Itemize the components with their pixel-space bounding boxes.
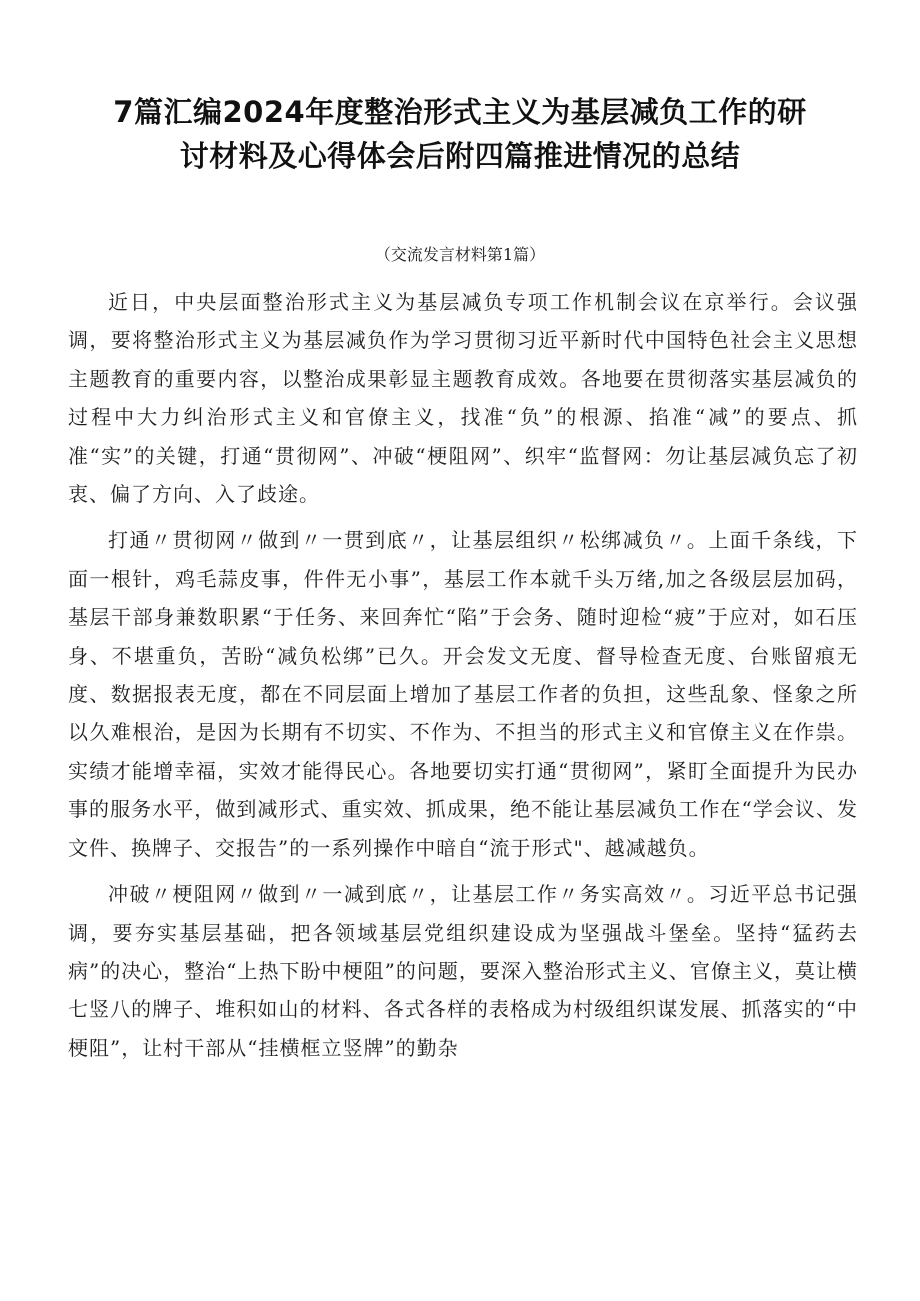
document-title-line-1: 7篇汇编2024年度整治形式主义为基层减负工作的研 [113,95,807,129]
paragraph-1: 近日，中央层面整治形式主义为基层减负专项工作机制会议在京举行。会议强调，要将整治形式主义为基层减负作为学习贯彻习近平新时代中国特色社会主义思想主题教育的重要内容，以整治成果彰显主题教育成效。各地要在贯彻落实基层减负的过程中大力纠治形式主义和官僚主义，找准“负”的根源、掐准“减”的要点、抓准“实”的关键，打通“贯彻网”、冲破“梗阻网”、织牢“监督网：勿让基层减负忘了初衷、偏了方向、入了歧途。 [68,290,858,507]
document-body [68,283,858,1075]
document-subtitle: （交流发言材料第1篇） [374,245,546,264]
document-title-line-2: 讨材料及心得体会后附四篇推进情况的总结 [179,139,741,173]
paragraph-2: 打通〃贯彻网〃做到〃一贯到底〃，让基层组织〃松绑减负〃。上面千条线，下面一根针，鸡毛蒜皮事，件件无小事”，基层工作本就千头万绪,加之各级层层加码，基层干部身兼数职累“于任务、来回奔忙“陷”于会务、随时迎检“疲”于应对，如石压身、不堪重负，苦盼“减负松绑”已久。开会发文无度、督导检查无度、台账留痕无度、数据报表无度，都在不同层面上增加了基层工作者的负担，这些乱象、怪象之所以久难根治，是因为长期有不切实、不作为、不担当的形式主义和官僚主义在作祟。实绩才能增幸福，实效才能得民心。各地要切实打通“贯彻网”，紧盯全面提升为民办事的服务水平，做到减形式、重实效、抓成果，绝不能让基层减负工作在“学会议、发文件、换牌子、交报告”的一系列操作中暗自“流于形式"、越减越负。 [68,528,858,860]
paragraph-3: 冲破〃梗阻网〃做到〃一减到底〃，让基层工作〃务实高效〃。习近平总书记强调，要夯实基层基础，把各领域基层党组织建设成为坚强战斗堡垒。坚持“猛药去病”的决心，整治“上热下盼中梗阻”的问题，要深入整治形式主义、官僚主义，莫让横七竖八的牌子、堆积如山的材料、各式各样的表格成为村级组织谋发展、抓落实的“中梗阻”，让村干部从“挂横框立竖牌”的勤杂 [68,882,858,1060]
